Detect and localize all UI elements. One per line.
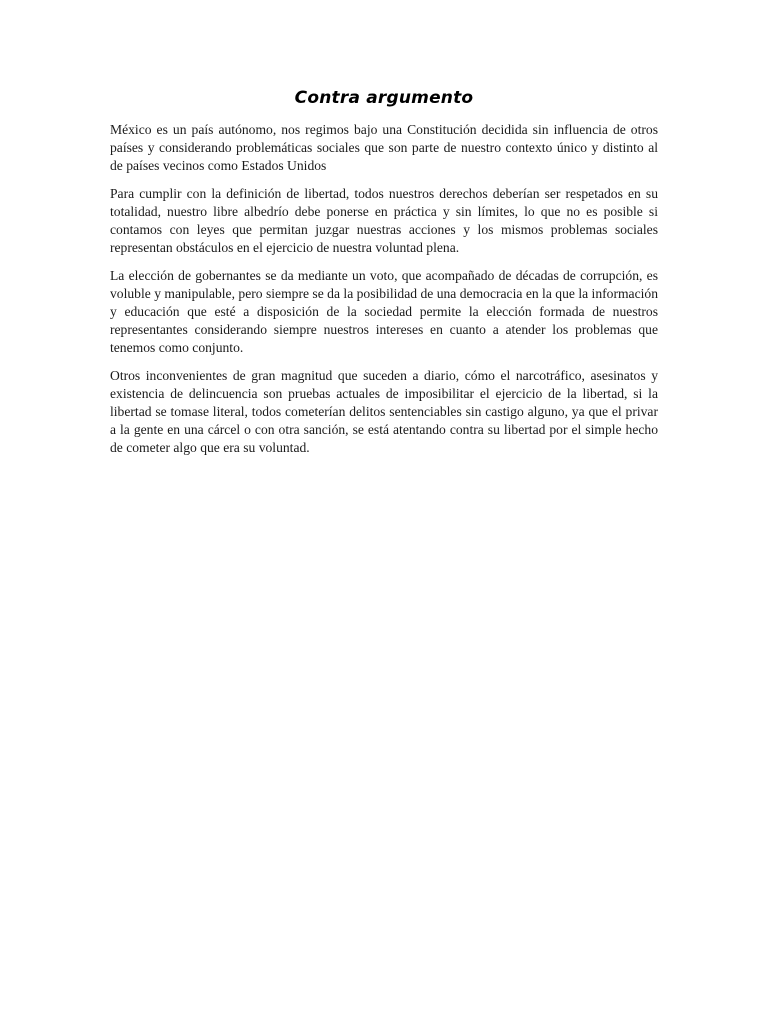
paragraph-1: México es un país autónomo, nos regimos bajo una Constitución decidida sin influencia de otros países y considerando problemáticas sociales que son parte de nuestro contexto único y distinto al de países vecinos como Estados Unidos (110, 122, 658, 173)
paragraph-2: Para cumplir con la definición de libertad, todos nuestros derechos deberían ser respetados en su totalidad, nuestro libre albedrío debe ponerse en práctica y sin límites, lo que no es posible si contamos con leyes que permitan juzgar nuestras acciones y los mismos problemas sociales representan obstáculos en el ejercicio de nuestra voluntad plena. (110, 186, 658, 255)
paragraph-4: Otros inconvenientes de gran magnitud que suceden a diario, cómo el narcotráfico, asesinatos y existencia de delincuencia son pruebas actuales de imposibilitar el ejercicio de la libertad, si la libertad se tomase literal, todos cometerían delitos sentenciables sin castigo alguno, ya que el privar a la gente en una cárcel o con otra sanción, se está atentando contra su libertad por el simple hecho de cometer algo que era su voluntad. (110, 368, 658, 455)
document-body (110, 88, 658, 467)
document-title: Contra argumento (294, 88, 474, 108)
paragraph-3: La elección de gobernantes se da mediante un voto, que acompañado de décadas de corrupción, es voluble y manipulable, pero siempre se da la posibilidad de una democracia en la que la información y educación que esté a disposición de la sociedad permite la elección formada de nuestros representantes considerando siempre nuestros intereses en cuanto a atender los problemas que tenemos como conjunto. (110, 268, 658, 355)
